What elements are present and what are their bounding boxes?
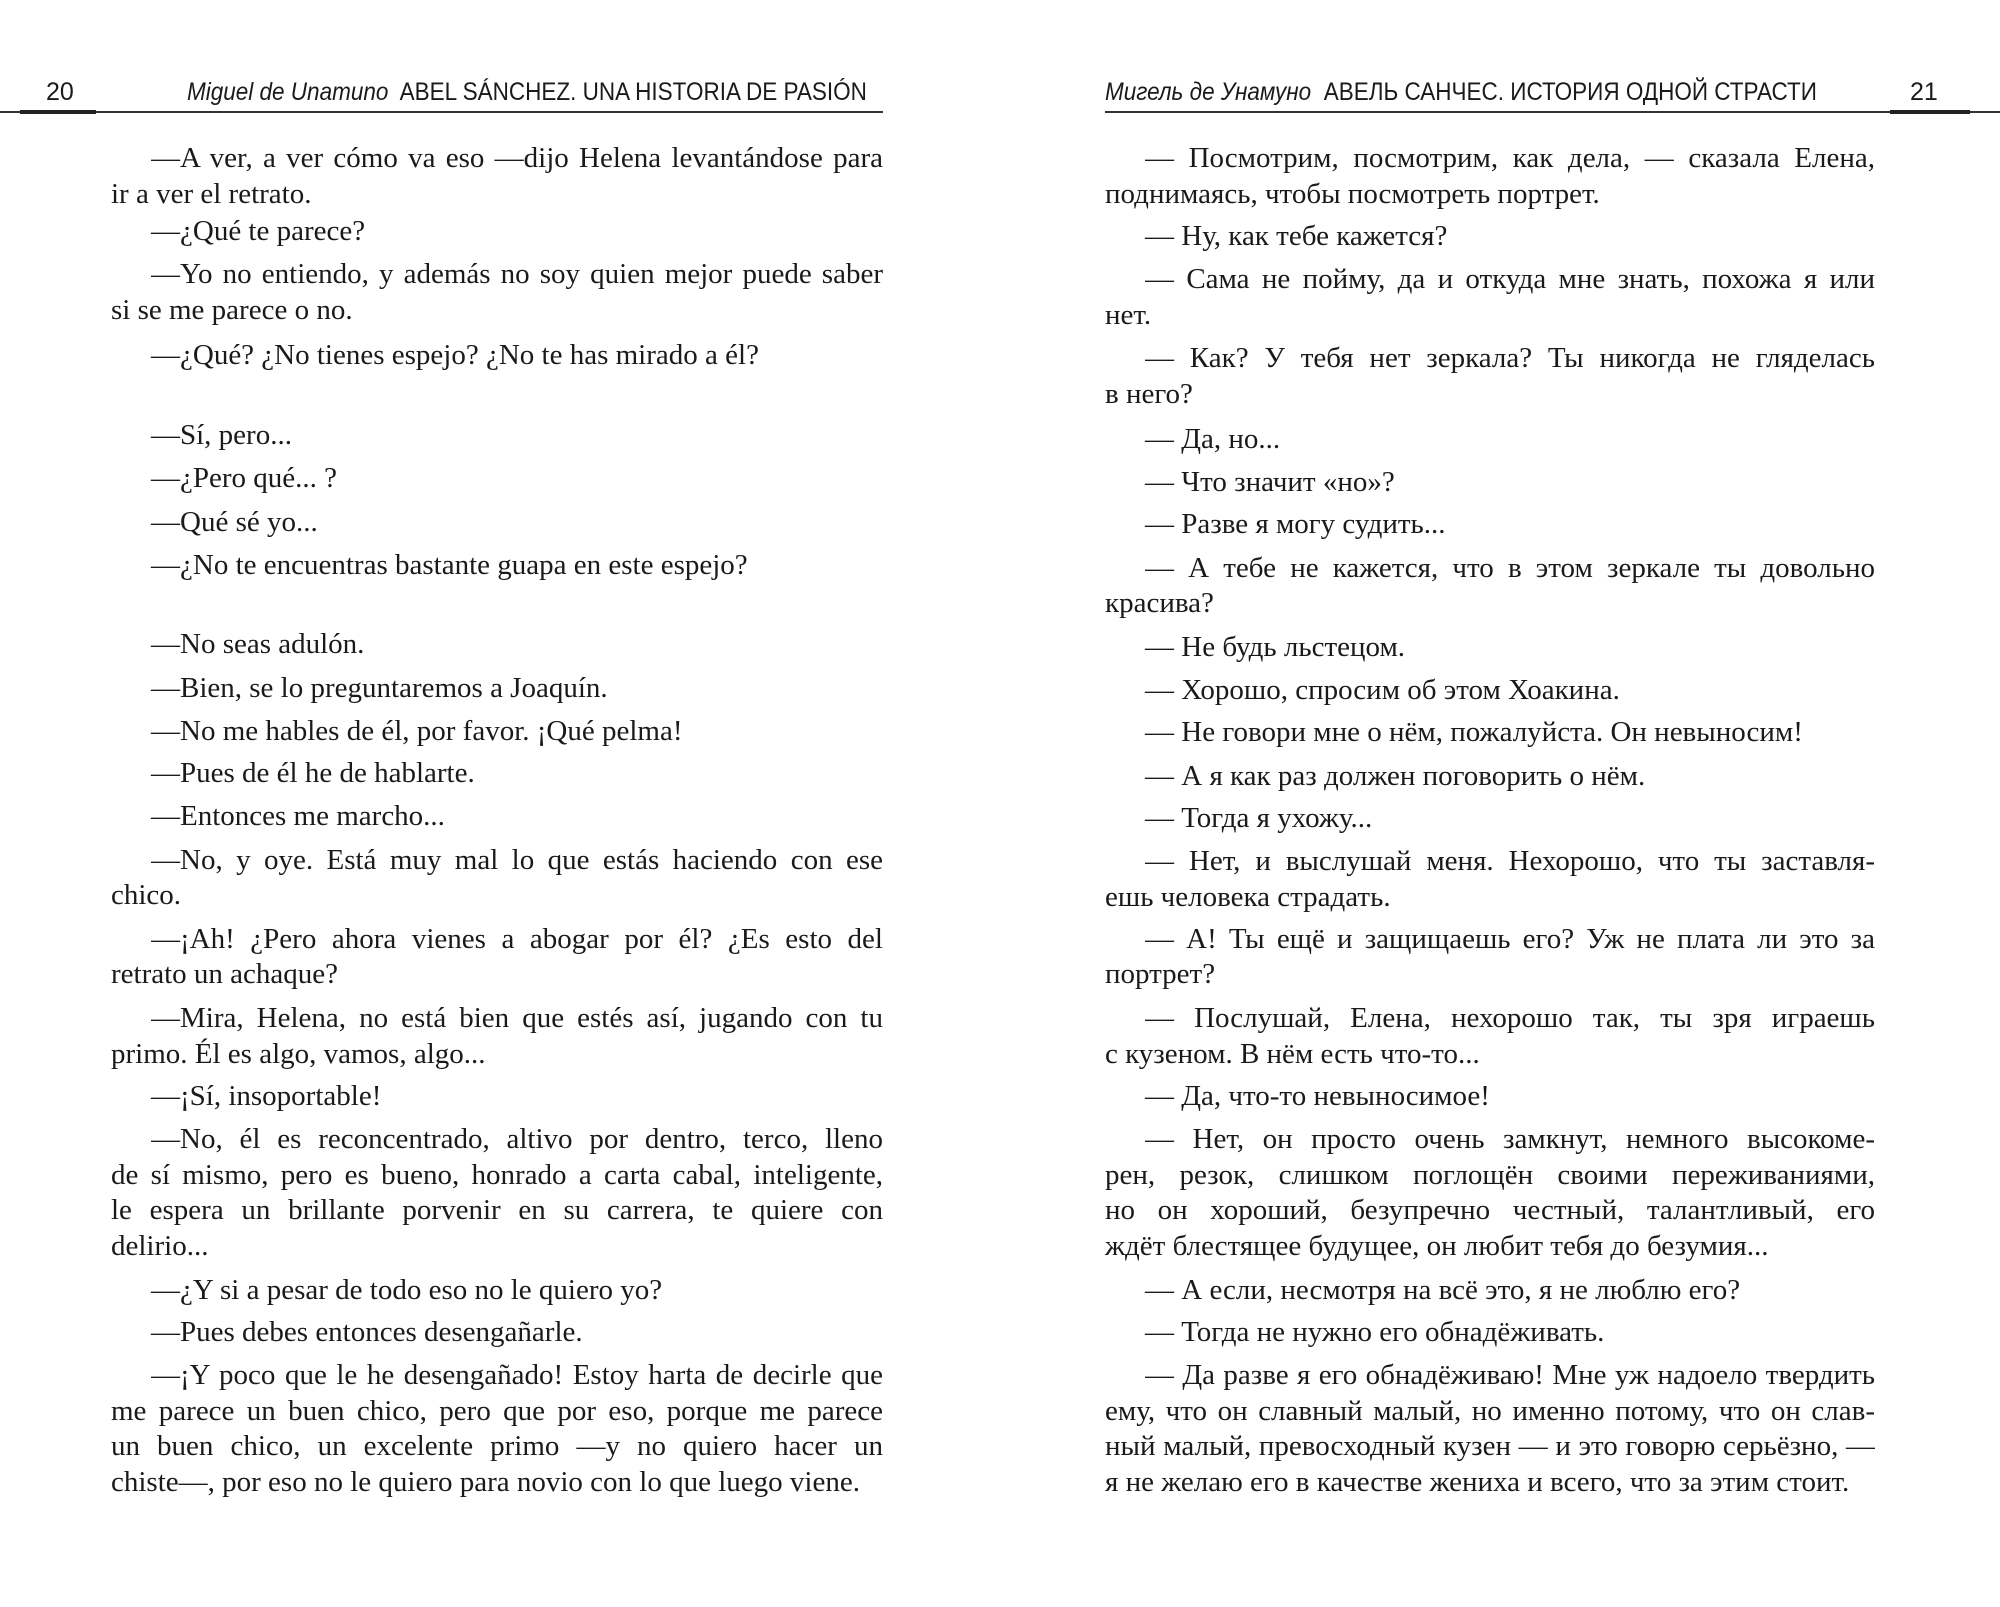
text-line: я не желаю его в качестве жениха и всего, что за этим стоит. <box>1105 1466 1850 1499</box>
page-number-rule <box>20 110 96 114</box>
text-line: —Sí, pero... <box>151 418 292 451</box>
text-line: si se me parece o no. <box>111 293 353 326</box>
text-line: — Тогда не нужно его обнадёживать. <box>1145 1315 1605 1348</box>
text-line: — Тогда я ухожу... <box>1145 801 1373 834</box>
text-line: — Как? У тебя нет зеркала? Ты никогда не гляделась <box>1145 342 1875 375</box>
text-line: ему, что он славный малый, но именно потому, что он слав- <box>1105 1394 1875 1427</box>
text-line: — Хорошо, спросим об этом Хоакина. <box>1145 674 1620 707</box>
text-line: —¿Y si a pesar de todo eso no le quiero yo? <box>151 1273 663 1306</box>
text-line: —Qué sé yo... <box>151 505 318 538</box>
text-line: — А я как раз должен поговорить о нём. <box>1145 759 1646 792</box>
text-line: в него? <box>1105 378 1193 411</box>
page-number-rule <box>1890 110 1970 114</box>
text-line: —No me hables de él, por favor. ¡Qué pelma! <box>151 714 683 747</box>
header-author: Miguel de Unamuno <box>187 78 389 106</box>
text-line: un buen chico, un excelente primo —y no quiero hacer un <box>111 1430 883 1463</box>
text-line: ir a ver el retrato. <box>111 177 312 210</box>
text-line: — Да, но... <box>1145 422 1281 455</box>
text-line: —A ver, a ver cómo va eso —dijo Helena levantándose para <box>151 142 883 175</box>
text-line: —Yo no entiendo, y además no soy quien mejor puede saber <box>151 258 883 291</box>
text-line: —¡Y poco que le he desengañado! Estoy harta de decirle que <box>151 1359 883 1391</box>
page-number: 20 <box>46 78 74 106</box>
text-line: нет. <box>1105 299 1152 332</box>
text-line: — Сама не пойму, да и откуда мне знать, похожа я или <box>1145 263 1875 296</box>
text-line: chico. <box>111 879 182 912</box>
page-number: 21 <box>1910 78 1938 106</box>
text-line: — А! Ты ещё и защищаешь его? Уж не плата ли это за <box>1145 922 1875 955</box>
text-line: —No seas adulón. <box>151 628 365 661</box>
header-rule <box>1105 111 2000 113</box>
text-line: — Нет, и выслушай меня. Нехорошо, что ты заставля- <box>1145 844 1875 877</box>
header-rule <box>0 111 883 113</box>
text-line: retrato un achaque? <box>111 958 339 991</box>
text-line: поднимаясь, чтобы посмотреть портрет. <box>1105 177 1600 210</box>
header-title: ABEL SÁNCHEZ. UNA HISTORIA DE PASIÓN <box>399 78 867 106</box>
text-line: красива? <box>1105 587 1214 620</box>
text-line: —Pues debes entonces desengañarle. <box>151 1315 583 1348</box>
text-line: —¿Pero qué... ? <box>151 462 338 495</box>
text-line: — Посмотрим, посмотрим, как дела, — сказала Елена, <box>1145 142 1875 175</box>
text-line: me parece un buen chico, pero que por eso, porque me parece <box>111 1394 883 1427</box>
running-header <box>187 78 867 107</box>
text-line: — Ну, как тебе кажется? <box>1145 219 1448 252</box>
text-line: —¿Qué te parece? <box>151 214 366 247</box>
text-line: — Да, что-то невыносимое! <box>1145 1079 1490 1112</box>
text-line: de sí mismo, pero es bueno, honrado a carta cabal, inteligente, <box>111 1158 883 1191</box>
text-line: —Entonces me marcho... <box>151 800 445 833</box>
text-line: но он хороший, безупречно честный, талантливый, его <box>1105 1194 1875 1227</box>
text-line: — Да разве я его обнадёживаю! Мне уж надоело твердить <box>1145 1359 1875 1391</box>
text-line: — Не говори мне о нём, пожалуйста. Он невыносим! <box>1145 716 1803 749</box>
text-line: —¡Sí, insoportable! <box>151 1079 382 1112</box>
text-line: chiste—, por eso no le quiero para novio con lo que luego viene. <box>111 1466 860 1499</box>
text-line: —¡Ah! ¿Pero ahora vienes a abogar por él? ¿Es esto del <box>151 922 883 955</box>
text-line: портрет? <box>1105 958 1216 991</box>
text-line: рен, резок, слишком поглощён своими переживаниями, <box>1105 1158 1875 1191</box>
text-line: ждёт блестящее будущее, он любит тебя до безумия... <box>1105 1230 1769 1263</box>
text-line: —No, él es reconcentrado, altivo por dentro, terco, lleno <box>151 1123 883 1156</box>
header-title: АВЕЛЬ САНЧЕС. ИСТОРИЯ ОДНОЙ СТРАСТИ <box>1323 78 1817 106</box>
text-line: le espera un brillante porvenir en su carrera, te quiere con <box>111 1194 883 1227</box>
text-line: — Нет, он просто очень замкнут, немного высокоме- <box>1145 1123 1875 1156</box>
text-line: — Что значит «но»? <box>1145 466 1395 499</box>
text-line: ный малый, превосходный кузен — и это говорю серьёзно, — <box>1105 1430 1875 1463</box>
text-line: — А если, несмотря на всё это, я не люблю его? <box>1145 1273 1741 1306</box>
text-line: —Mira, Helena, no está bien que estés así, jugando con tu <box>151 1001 883 1034</box>
text-line: —¿No te encuentras bastante guapa en este espejo? <box>151 549 748 582</box>
running-header <box>1105 78 1817 107</box>
text-line: —Pues de él he de hablarte. <box>151 756 475 789</box>
text-line: delirio... <box>111 1230 209 1263</box>
text-line: primo. Él es algo, vamos, algo... <box>111 1037 486 1070</box>
text-line: —Bien, se lo preguntaremos a Joaquín. <box>151 671 608 704</box>
text-line: — Разве я могу судить... <box>1145 508 1446 541</box>
text-line: — А тебе не кажется, что в этом зеркале ты довольно <box>1145 551 1875 584</box>
text-line: — Не будь льстецом. <box>1145 630 1406 663</box>
text-line: —No, y oye. Está muy mal lo que estás haciendo con ese <box>151 843 883 876</box>
text-line: с кузеном. В нём есть что-то... <box>1105 1037 1480 1070</box>
text-line: ешь человека страдать. <box>1105 880 1391 913</box>
text-line: — Послушай, Елена, нехорошо так, ты зря играешь <box>1145 1001 1875 1034</box>
text-line: —¿Qué? ¿No tienes espejo? ¿No te has mirado a él? <box>151 338 759 371</box>
header-author: Мигель де Унамуно <box>1105 78 1312 106</box>
